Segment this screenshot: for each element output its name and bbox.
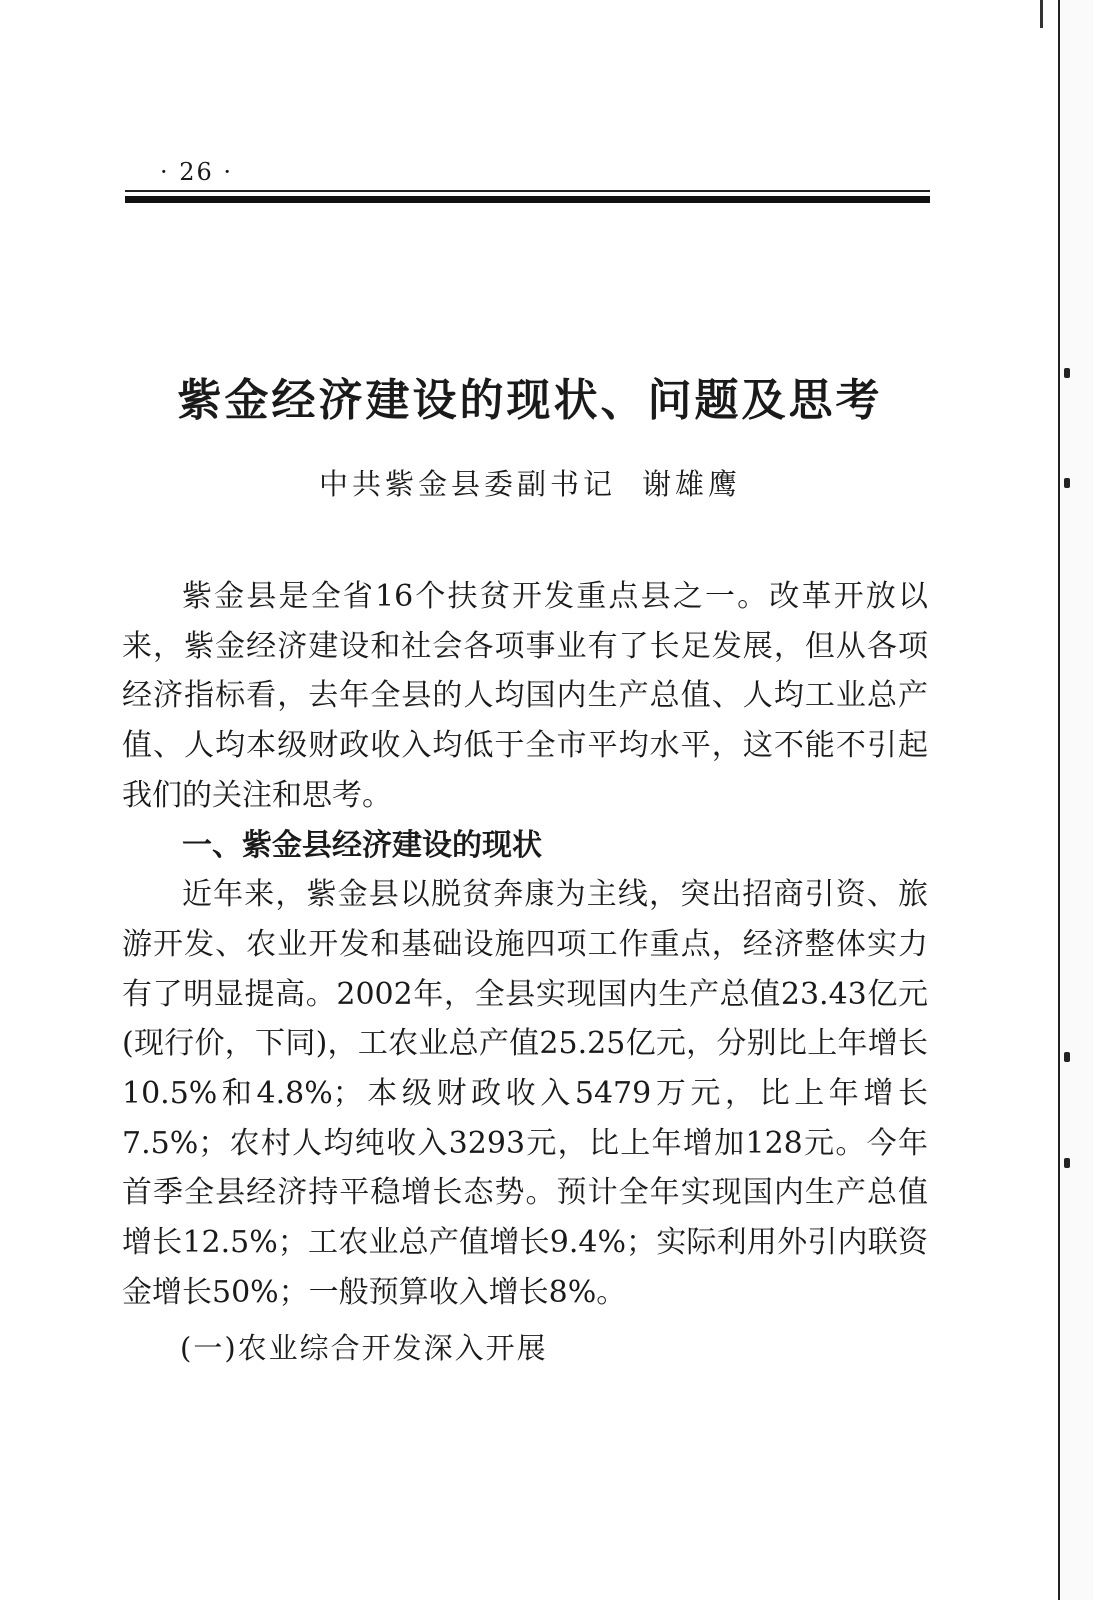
- header-rule-thick: [125, 196, 930, 203]
- section-heading: 一、紫金县经济建设的现状: [182, 827, 542, 863]
- article-body: [122, 572, 928, 1373]
- page-margin-strip: [1060, 0, 1093, 1600]
- page-edge: [1058, 0, 1060, 1600]
- subsection-heading: (一)农业综合开发深入开展: [180, 1330, 548, 1365]
- author-affiliation: 中共紫金县委副书记: [318, 467, 616, 501]
- section-paragraph: 近年来，紫金县以脱贫奔康为主线，突出招商引资、旅游开发、农业开发和基础设施四项工作重点，经济整体实力有了明显提高。2002年，全县实现国内生产总值23.43亿元(现行价，下同)，工农业总产值25.25亿元，分别比上年增长10.5%和4.8%；本级财政收入5479万元，比上年增长7.5%；农村人均纯收入3293元，比上年增加128元。今年首季全县经济持平稳增长态势。预计全年实现国内生产总值增长12.5%；工农业总产值增长9.4%；实际利用外引内联资金增长50%；一般预算收入增长8%。: [122, 877, 928, 1310]
- scan-edge-mark: [1064, 1052, 1070, 1062]
- page-number: · 26 ·: [160, 158, 234, 186]
- article-title: 紫金经济建设的现状、问题及思考: [177, 375, 883, 427]
- scan-edge-mark: [1040, 0, 1043, 28]
- scan-edge-mark: [1064, 478, 1070, 488]
- author-name: 谢雄鹰: [642, 467, 742, 501]
- intro-paragraph: 紫金县是全省16个扶贫开发重点县之一。改革开放以来，紫金经济建设和社会各项事业有了长足发展，但从各项经济指标看，去年全县的人均国内生产总值、人均工业总产值、人均本级财政收入均低于全市平均水平，这不能不引起我们的关注和思考。: [122, 579, 928, 813]
- byline: [0, 462, 1060, 503]
- scan-edge-mark: [1064, 1158, 1070, 1168]
- header-rule-thin: [125, 190, 930, 192]
- scan-edge-mark: [1064, 368, 1070, 378]
